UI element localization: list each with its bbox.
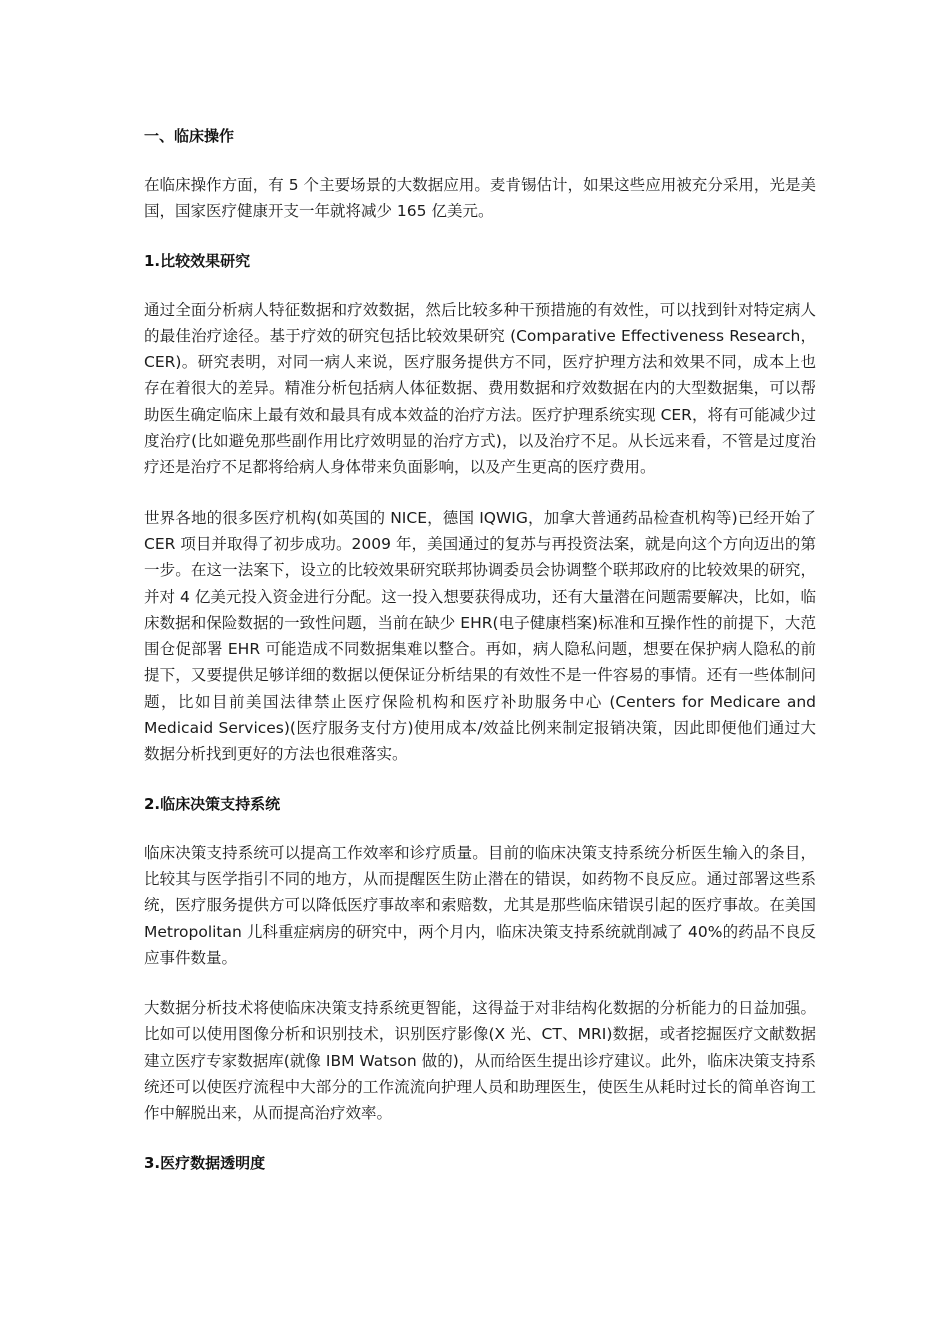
subsection-2-paragraph-1: 临床决策支持系统可以提高工作效率和诊疗质量。目前的临床决策支持系统分析医生输入的条目，比较其与医学指引不同的地方，从而提醒医生防止潜在的错误，如药物不良反应。通过部署这些系统，医疗服务提供方可以降低医疗事故率和索赔数，尤其是那些临床错误引起的医疗事故。在美国 Metropolitan 儿科重症病房的研究中，两个月内，临床决策支持系统就削减了 40%的药品不良反应事件数量。 (144, 843, 816, 967)
subsection-2-paragraph-2: 大数据分析技术将使临床决策支持系统更智能，这得益于对非结构化数据的分析能力的日益加强。比如可以使用图像分析和识别技术，识别医疗影像(X 光、CT、MRI)数据，或者挖掘医疗文献数据建立医疗专家数据库(就像 IBM Watson 做的)，从而给医生提出诊疗建议。此外，临床决策支持系统还可以使医疗流程中大部分的工作流流向护理人员和助理医生，使医生从耗时过长的简单咨询工作中解脱出来，从而提高治疗效率。 (144, 999, 816, 1123)
intro-paragraph: 在临床操作方面，有 5 个主要场景的大数据应用。麦肯锡估计，如果这些应用被充分采用，光是美国，国家医疗健康开支一年就将减少 165 亿美元。 (144, 176, 816, 221)
subsection-title-2: 2.临床决策支持系统 (144, 794, 281, 813)
document-page (144, 124, 816, 1175)
subsection-title-3: 3.医疗数据透明度 (144, 1153, 266, 1172)
subsection-1-paragraph-1: 通过全面分析病人特征数据和疗效数据，然后比较多种干预措施的有效性，可以找到针对特定病人的最佳治疗途径。基于疗效的研究包括比较效果研究 (Comparative Effectiveness Research，CER)。研究表明，对同一病人来说，医疗服务提供方不同，医疗护理方法和效果不同，成本上也存在着很大的差异。精准分析包括病人体征数据、费用数据和疗效数据在内的大型数据集，可以帮助医生确定临床上最有效和最具有成本效益的治疗方法。医疗护理系统实现 CER，将有可能减少过度治疗(比如避免那些副作用比疗效明显的治疗方式)，以及治疗不足。从长远来看，不管是过度治疗还是治疗不足都将给病人身体带来负面影响，以及产生更高的医疗费用。 (144, 300, 816, 477)
subsection-1-paragraph-2: 世界各地的很多医疗机构(如英国的 NICE，德国 IQWIG，加拿大普通药品检查机构等)已经开始了 CER 项目并取得了初步成功。2009 年，美国通过的复苏与再投资法案，就是向这个方向迈出的第一步。在这一法案下，设立的比较效果研究联邦协调委员会协调整个联邦政府的比较效果的研究，并对 4 亿美元投入资金进行分配。这一投入想要获得成功，还有大量潜在问题需要解决，比如，临床数据和保险数据的一致性问题，当前在缺少 EHR(电子健康档案)标准和互操作性的前提下，大范围仓促部署 EHR 可能造成不同数据集难以整合。再如，病人隐私问题，想要在保护病人隐私的前提下，又要提供足够详细的数据以便保证分析结果的有效性不是一件容易的事情。还有一些体制问题，比如目前美国法律禁止医疗保险机构和医疗补助服务中心 (Centers for Medicare and Medicaid Services)(医疗服务支付方)使用成本/效益比例来制定报销决策，因此即便他们通过大数据分析找到更好的方法也很难落实。 (144, 508, 816, 764)
section-title: 一、临床操作 (144, 127, 235, 145)
subsection-title-1: 1.比较效果研究 (144, 251, 251, 270)
